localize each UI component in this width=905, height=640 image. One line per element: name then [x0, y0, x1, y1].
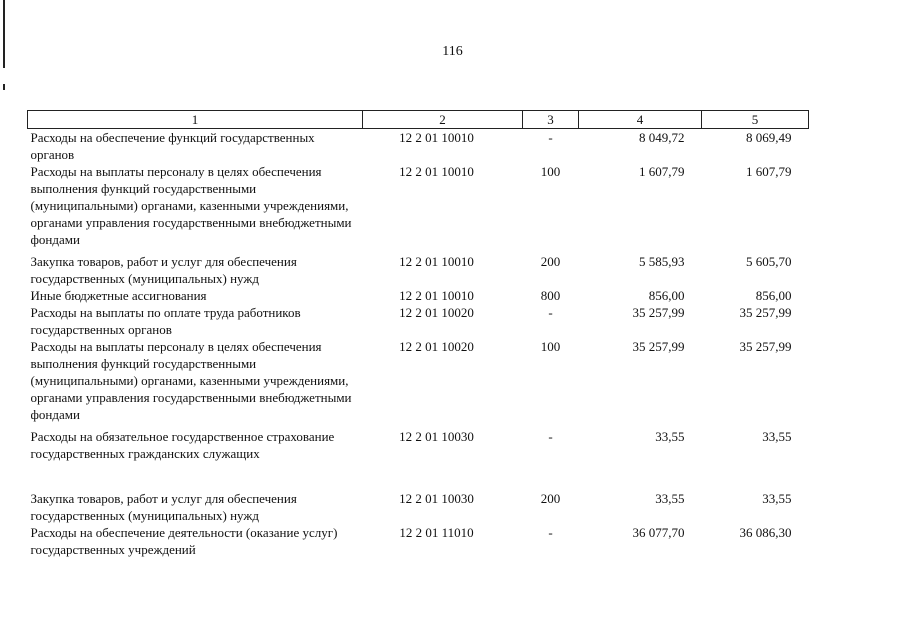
left-edge-tick	[3, 84, 5, 90]
budget-table	[27, 110, 809, 558]
row-type: -	[548, 429, 553, 444]
row-name: Закупка товаров, работ и услуг для обеспечения государственных (муниципальных) нужд	[30, 254, 297, 286]
row-type: -	[548, 305, 553, 320]
row-value-5: 1 607,79	[746, 164, 792, 179]
row-name: Расходы на обеспечение функций государственных органов	[30, 130, 315, 162]
row-name: Иные бюджетные ассигнования	[30, 288, 207, 303]
row-name: Расходы на выплаты по оплате труда работников государственных органов	[30, 305, 301, 337]
table-row	[28, 428, 809, 490]
table-row	[28, 338, 809, 428]
row-code: 12 2 01 10030	[399, 491, 474, 506]
header-col-3: 3	[523, 111, 579, 129]
row-name: Закупка товаров, работ и услуг для обеспечения государственных (муниципальных) нужд	[30, 491, 297, 523]
row-type: 100	[540, 164, 561, 179]
row-value-5: 5 605,70	[746, 254, 792, 269]
row-type: 100	[540, 339, 561, 354]
row-code: 12 2 01 10020	[399, 339, 474, 354]
table-row	[28, 253, 809, 287]
row-value-5: 8 069,49	[746, 130, 792, 145]
table-header-row	[28, 111, 809, 129]
row-code: 12 2 01 10030	[399, 429, 474, 444]
row-value-4: 33,55	[655, 491, 685, 506]
row-type: -	[548, 130, 553, 145]
table-row	[28, 287, 809, 304]
row-value-4: 33,55	[655, 429, 685, 444]
header-col-1: 1	[28, 111, 363, 129]
row-type: -	[548, 525, 553, 540]
row-value-4: 35 257,99	[632, 305, 685, 320]
row-value-5: 33,55	[762, 491, 792, 506]
table-row	[28, 163, 809, 253]
row-code: 12 2 01 10010	[399, 288, 474, 303]
row-value-4: 5 585,93	[639, 254, 685, 269]
row-value-5: 33,55	[762, 429, 792, 444]
row-name: Расходы на выплаты персоналу в целях обеспечения выполнения функций государственными (муниципальными) органами, казенными учреждениями, органами управления государственными внебюджетными фондами	[30, 164, 352, 247]
row-name: Расходы на обязательное государственное страхование государственных гражданских служащих	[30, 429, 335, 461]
table-row	[28, 129, 809, 164]
row-value-4: 1 607,79	[639, 164, 685, 179]
row-type: 800	[540, 288, 561, 303]
row-code: 12 2 01 10010	[399, 130, 474, 145]
row-code: 12 2 01 10010	[399, 164, 474, 179]
header-col-2: 2	[363, 111, 523, 129]
row-name: Расходы на обеспечение деятельности (оказание услуг) государственных учреждений	[30, 525, 338, 557]
row-name: Расходы на выплаты персоналу в целях обеспечения выполнения функций государственными (муниципальными) органами, казенными учреждениями, органами управления государственными внебюджетными фондами	[30, 339, 352, 422]
row-value-5: 36 086,30	[739, 525, 792, 540]
row-type: 200	[540, 491, 561, 506]
header-col-4: 4	[579, 111, 702, 129]
table-row	[28, 490, 809, 524]
row-value-4: 856,00	[648, 288, 685, 303]
row-type: 200	[540, 254, 561, 269]
header-col-5: 5	[702, 111, 809, 129]
row-code: 12 2 01 10010	[399, 254, 474, 269]
row-value-5: 35 257,99	[739, 305, 792, 320]
page-number: 116	[442, 44, 463, 59]
row-code: 12 2 01 10020	[399, 305, 474, 320]
row-code: 12 2 01 11010	[399, 525, 474, 540]
row-value-4: 8 049,72	[639, 130, 685, 145]
row-value-5: 856,00	[755, 288, 792, 303]
table-row	[28, 524, 809, 558]
row-value-5: 35 257,99	[739, 339, 792, 354]
row-value-4: 35 257,99	[632, 339, 685, 354]
table-row	[28, 304, 809, 338]
row-value-4: 36 077,70	[632, 525, 685, 540]
